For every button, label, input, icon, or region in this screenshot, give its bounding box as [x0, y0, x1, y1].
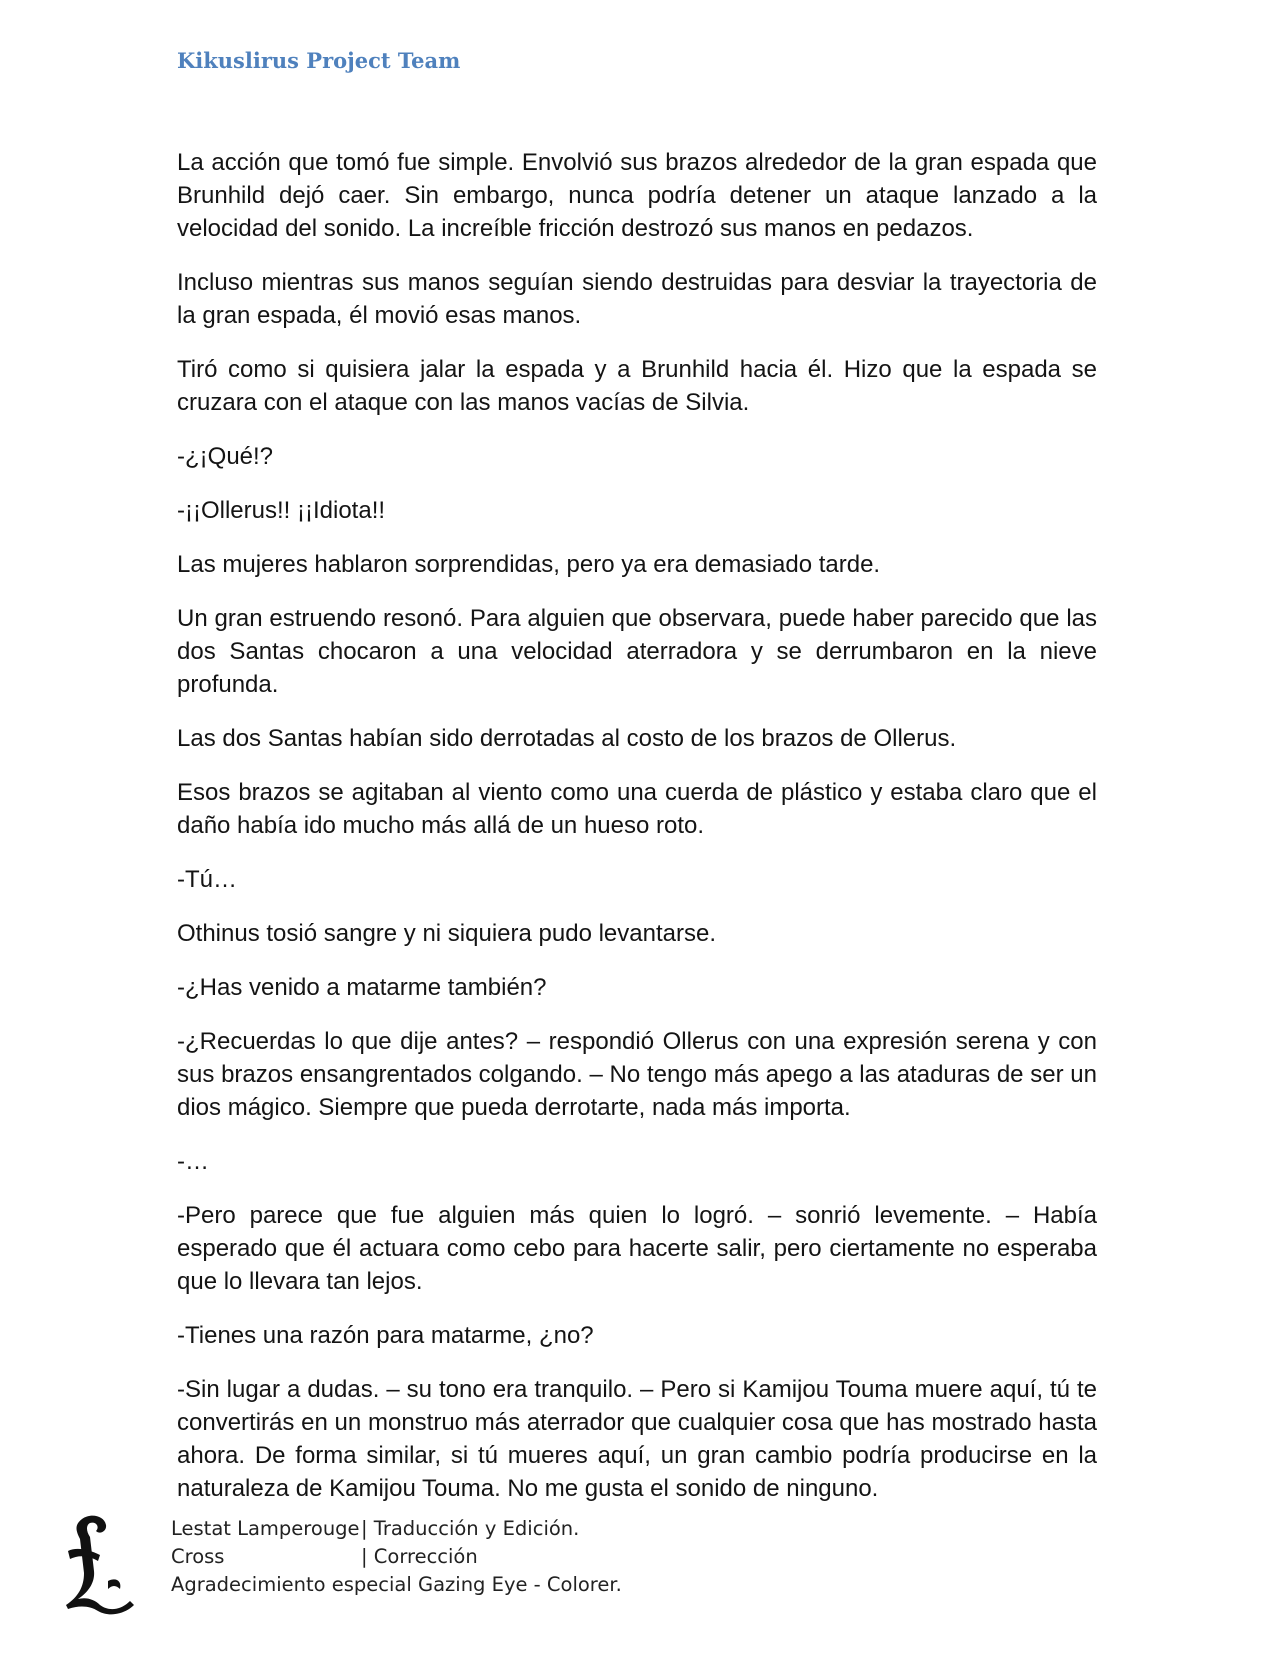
credit-row — [171, 1515, 622, 1543]
paragraph: -Tienes una razón para matarme, ¿no? — [177, 1322, 594, 1349]
credits-block — [171, 1515, 622, 1599]
credit-name: Cross — [171, 1545, 225, 1568]
paragraph: Las mujeres hablaron sorprendidas, pero ya era demasiado tarde. — [177, 551, 881, 578]
paragraph: -¿Has venido a matarme también? — [177, 974, 547, 1001]
paragraph: -Sin lugar a dudas. – su tono era tranquilo. – Pero si Kamijou Touma muere aquí, tú te convertirás en un monstruo más aterrador que cualquier cosa que has mostrado hasta ahora. De forma similar, si tú mueres aquí, un gran cambio podría producirse en la naturaleza de Kamijou Touma. No me gusta el sonido de ninguno. — [177, 1376, 1097, 1502]
page-footer — [0, 1515, 1280, 1625]
paragraph: Un gran estruendo resonó. Para alguien que observara, puede haber parecido que las dos Santas chocaron a una velocidad aterradora y se derrumbaron en la nieve profunda. — [177, 605, 1097, 698]
paragraph: Las dos Santas habían sido derrotadas al costo de los brazos de Ollerus. — [177, 725, 957, 752]
paragraph: Incluso mientras sus manos seguían siendo destruidas para desviar la trayectoria de la gran espada, él movió esas manos. — [177, 269, 1097, 329]
paragraph: -¡¡Ollerus!! ¡¡Idiota!! — [177, 497, 386, 524]
paragraph: Esos brazos se agitaban al viento como una cuerda de plástico y estaba claro que el daño había ido mucho más allá de un hueso roto. — [177, 779, 1097, 839]
paragraph: -Tú… — [177, 866, 237, 893]
credit-row — [171, 1543, 622, 1571]
paragraph: La acción que tomó fue simple. Envolvió sus brazos alrededor de la gran espada que Brunhild dejó caer. Sin embargo, nunca podría detener un ataque lanzado a la velocidad del sonido. La increíble fricción destrozó sus manos en pedazos. — [177, 149, 1097, 242]
gothic-letter-l-logo-icon — [60, 1511, 140, 1615]
paragraph: -Pero parece que fue alguien más quien lo logró. – sonrió levemente. – Había esperado que él actuara como cebo para hacerte salir, pero ciertamente no esperaba que lo llevara tan lejos. — [177, 1202, 1097, 1295]
paragraph: Tiró como si quisiera jalar la espada y a Brunhild hacia él. Hizo que la espada se cruzara con el ataque con las manos vacías de Silvia. — [177, 356, 1097, 416]
credit-name: Lestat Lamperouge — [171, 1517, 360, 1540]
paragraph: -¿¡Qué!? — [177, 443, 274, 470]
document-body — [177, 146, 1097, 1526]
paragraph: -… — [177, 1148, 209, 1175]
credit-role: | Corrección — [361, 1545, 478, 1568]
paragraph: -¿Recuerdas lo que dije antes? – respondió Ollerus con una expresión serena y con sus brazos ensangrentados colgando. – No tengo más apego a las ataduras de ser un dios mágico. Siempre que pueda derrotarte, nada más importa. — [177, 1028, 1097, 1121]
acknowledgement: Agradecimiento especial Gazing Eye - Colorer. — [171, 1573, 622, 1596]
paragraph: Othinus tosió sangre y ni siquiera pudo levantarse. — [177, 920, 716, 947]
credit-role: | Traducción y Edición. — [361, 1517, 580, 1540]
page-header-title: Kikuslirus Project Team — [177, 48, 461, 73]
